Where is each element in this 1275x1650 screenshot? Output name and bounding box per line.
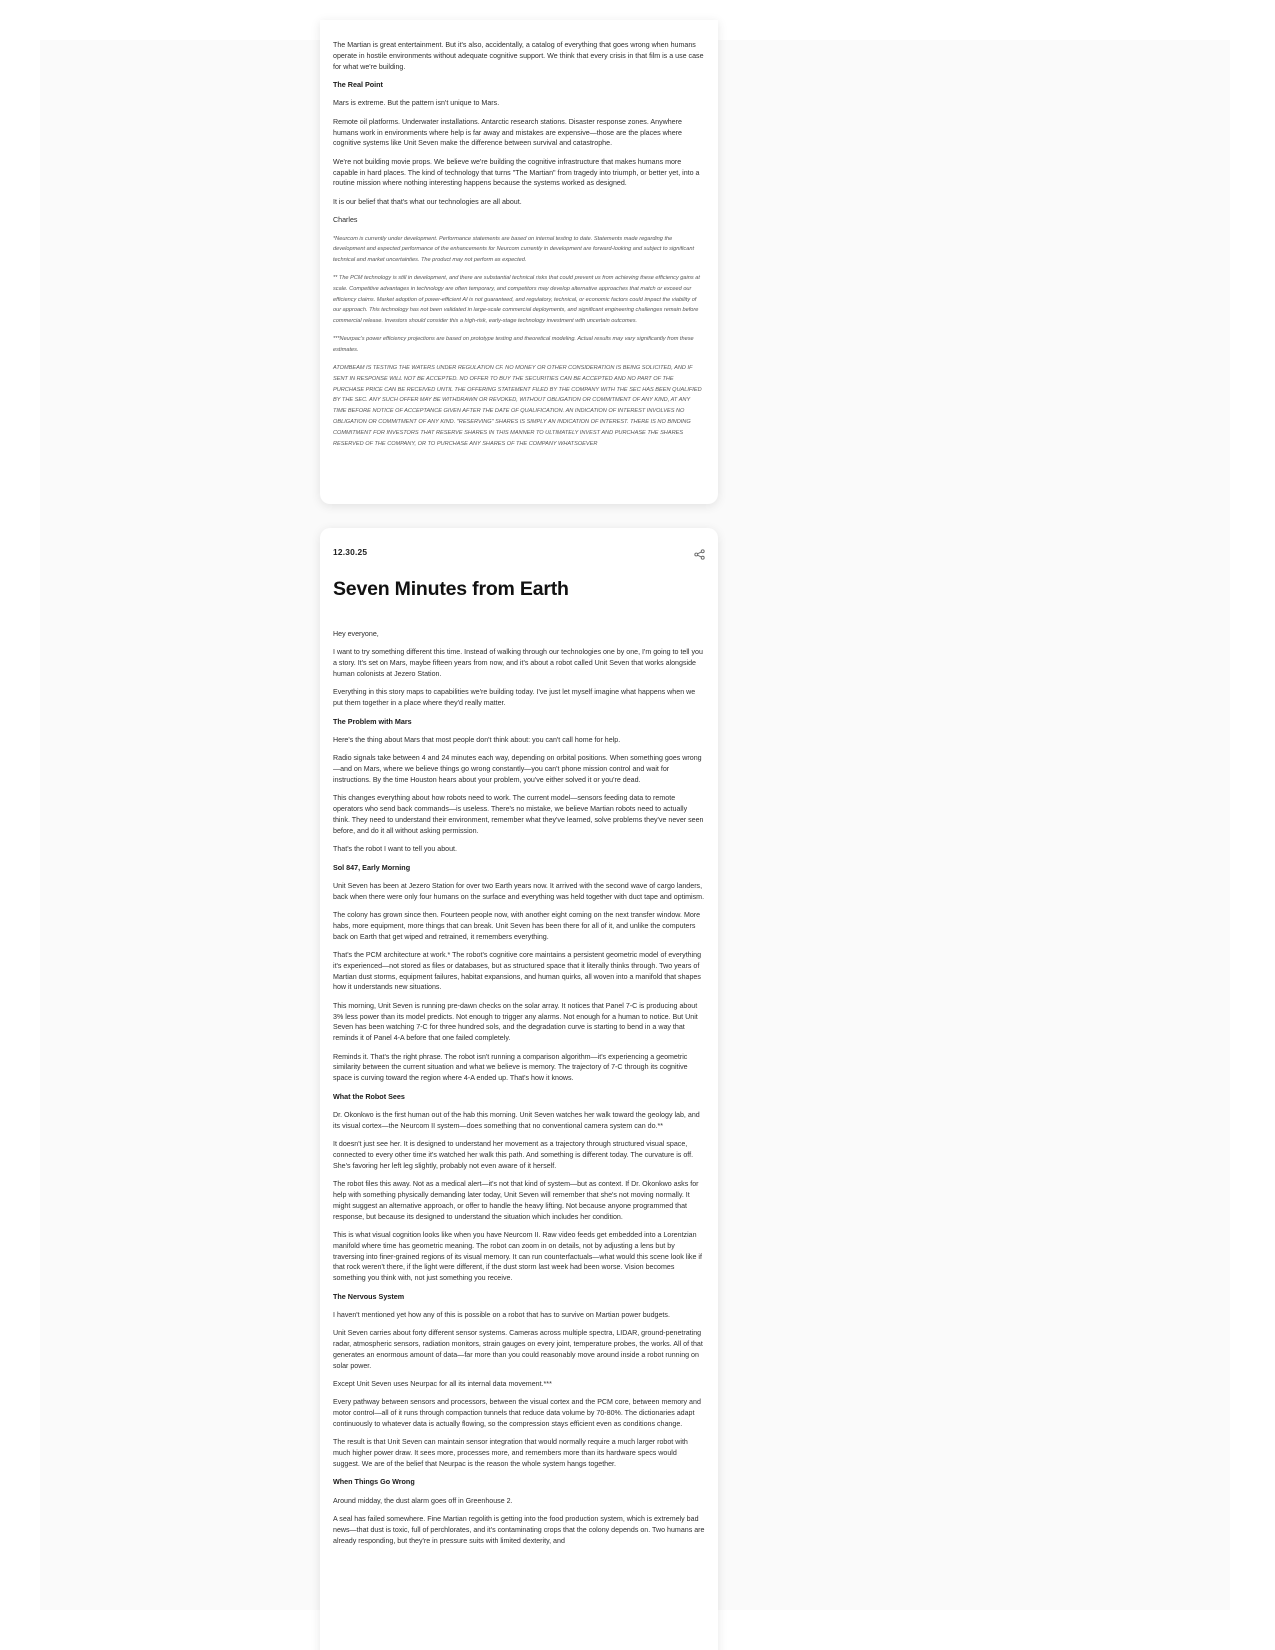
post-paragraph: That's the PCM architecture at work.* The robot's cognitive core maintains a persistent geometric model of everything it's experienced—not stored as files or databases, but as structured space that it literally thinks through. Two years of Martian dust storms, equipment failures, habitat expansions, and human quirks, all woven into a manifold that shapes how it understands new situations. [333, 951, 702, 992]
post-paragraph: We're not building movie props. We believe we're building the cognitive infrastructure that makes humans more capable in hard places. The kind of technology that turns "The Martian" from tragedy into triumph, or better yet, into a routine mission where nothing interesting happens because the systems worked as designed. [333, 157, 700, 188]
post-paragraph: I want to try something different this time. Instead of walking through our technologies one by one, I'm going to tell you a story. It's set on Mars, maybe fifteen years from now, and it's about a robot called Unit Seven that works alongside human colonists at Jezero Station. [333, 648, 703, 678]
post-paragraph: The Martian is great entertainment. But it's also, accidentally, a catalog of everything that goes wrong when humans operate in hostile environments without adequate cognitive support. We think that every crisis in that film is a use case for what we're building. [333, 41, 704, 71]
post-header [333, 546, 705, 558]
disclaimer: ***Neurpac's power efficiency projections are based on prototype testing and theoretical modeling. Actual results may vary significantly from these estimates. [333, 336, 694, 354]
post-paragraph: Everything in this story maps to capabilities we're building today. I've just let myself imagine what happens when we put them together in a place where they'd really matter. [333, 688, 696, 708]
post-title: Seven Minutes from Earth [333, 578, 569, 600]
post-paragraph: Dr. Okonkwo is the first human out of the hab this morning. Unit Seven watches her walk toward the geology lab, and its visual cortex—the Neurcom II system—does something that no conventional camera system can do.** [333, 1111, 700, 1130]
post-paragraph: This morning, Unit Seven is running pre-dawn checks on the solar array. It notices that Panel 7-C is producing about 3% less power than its model predicts. Not enough to trigger any alarms. Not enough for a human to notice. But Unit Seven has been watching 7-C for three hundred sols, and the degradation curve is starting to bend in a way that reminds it of Panel 4-A before that one failed completely. [333, 1001, 698, 1043]
section-heading: What the Robot Sees [333, 1091, 405, 1101]
post-paragraph: The result is that Unit Seven can maintain sensor integration that would normally require a much larger robot with much higher power draw. It sees more, processes more, and remembers more than its hardware specs would suggest. We are of the belief that Neurpac is the reason the whole system hangs together. [333, 1438, 688, 1469]
post-paragraph: A seal has failed somewhere. Fine Martian regolith is getting into the food production system, which is extremely bad news—that dust is toxic, full of perchlorates, and it's contaminating crops that the colony depends on. Two humans are already responding, but they're in pressure suits with limited dexterity, and [333, 1515, 705, 1545]
post-paragraph: Every pathway between sensors and processors, between the visual cortex and the PCM core, between memory and motor control—all of it runs through compaction tunnels that reduce data volume by 70-80%. The dictionaries adapt continuously to whatever data is actually flowing, so the compression stays efficient even as conditions change. [333, 1398, 701, 1429]
section-heading: Sol 847, Early Morning [333, 862, 411, 872]
disclaimer: *Neurcom is currently under development. Performance statements are based on internal testing to date. Statements made regarding the development and expected performance of the enhancements for Neurcom currently in development are forward-looking and subject to significant technical and market uncertainties. The product may not perform as expected. [333, 235, 694, 264]
post-paragraph: Reminds it. That's the right phrase. The robot isn't running a comparison algorithm—it's experiencing a geometric similarity between the current situation and what we believe is memory. The trajectory of 7-C through its cognitive space is curving toward the region where 4-A ended up. That's how it knows. [333, 1052, 688, 1083]
post-paragraph: Around midday, the dust alarm goes off in Greenhouse 2. [333, 1496, 513, 1505]
post-paragraph: The colony has grown since then. Fourteen people now, with another eight coming on the next transfer window. More habs, more equipment, more things that can break. Unit Seven has been there for all of it, and unlike the computers back on Earth that get wiped and retrained, it remembers everything. [333, 911, 701, 941]
disclaimer: ** The PCM technology is still in development, and there are substantial technical risks that could prevent us from achieving these efficiency gains at scale. Competitive advantages in technology are often temporary, and competitors may develop alternative approaches that match or exceed our efficiency claims. Market adoption of power-efficient AI is not guaranteed, and regulatory, technical, or economic factors could impact the viability of our approach. This technology has not been validated in large-scale commercial deployments, and significant engineering challenges remain before commercial release. Investors should consider this a high-risk, early-stage technology investment with uncertain outcomes. [333, 275, 700, 325]
post-paragraph: Mars is extreme. But the pattern isn't unique to Mars. [333, 99, 500, 108]
section-heading: When Things Go Wrong [333, 1477, 415, 1487]
post-paragraph: Except Unit Seven uses Neurpac for all its internal data movement.*** [333, 1380, 552, 1389]
post-paragraph: That's the robot I want to tell you about. [333, 845, 457, 854]
section-heading: The Problem with Mars [333, 716, 412, 726]
post-paragraph: It is our belief that that's what our technologies are all about. [333, 197, 522, 206]
signoff: Charles [333, 216, 358, 225]
post-paragraph: Remote oil platforms. Underwater installations. Antarctic research stations. Disaster response zones. Anywhere humans work in environments where help is far away and mistakes are expensive—those are the places where cognitive systems like Unit Seven make the difference between survival and catastrophe. [333, 117, 682, 148]
post-paragraph: This changes everything about how robots need to work. The current model—sensors feeding data to remote operators who send back commands—is useless. There's no mistake, we believe Martian robots need to actually think. They need to understand their environment, remember what they've learned, solve problems they've never seen before, and do it all without asking permission. [333, 794, 704, 835]
post-paragraph: I haven't mentioned yet how any of this is possible on a robot that has to survive on Martian power budgets. [333, 1310, 670, 1319]
post-card-previous [320, 20, 718, 504]
post-paragraph: The robot files this away. Not as a medical alert—it's not that kind of system—but as context. If Dr. Okonkwo asks for help with something physically demanding later today, Unit Seven will remember that she's not moving normally. It might suggest an alternative approach, or offer to handle the heavy lifting. Not because anyone programmed that response, but because its designed to understand the situation which includes her condition. [333, 1180, 699, 1221]
post-paragraph: This is what visual cognition looks like when you have Neurcom II. Raw video feeds get embedded into a Lorentzian manifold where time has geometric meaning. The robot can zoom in on details, not by adjusting a lens but by traversing into finer-grained regions of its visual memory. It can run counterfactuals—what would this scene look like if that rock weren't there, if the light were different, if the dust storm last week had been worse. Vision becomes something you think with, not just something you receive. [333, 1230, 702, 1283]
share-icon[interactable] [694, 547, 705, 558]
post-card-current [320, 528, 718, 1650]
legal-notice: ATOMBEAM IS TESTING THE WATERS UNDER REGULATION CF. NO MONEY OR OTHER CONSIDERATION IS BEING SOLICITED, AND IF SENT IN RESPONSE WILL NOT BE ACCEPTED. NO OFFER TO BUY THE SECURITIES CAN BE ACCEPTED AND NO PART OF THE PURCHASE PRICE CAN BE RECEIVED UNTIL THE OFFERING STATEMENT FILED BY THE COMPANY WITH THE SEC HAS BEEN QUALIFIED BY THE SEC. ANY SUCH OFFER MAY BE WITHDRAWN OR REVOKED, WITHOUT OBLIGATION OR COMMITMENT OF ANY KIND, AT ANY TIME BEFORE NOTICE OF ACCEPTANCE GIVEN AFTER THE DATE OF QUALIFICATION. AN INDICATION OF INTEREST INVOLVES NO OBLIGATION OR COMMITMENT OF ANY KIND. "RESERVING" SHARES IS SIMPLY AN INDICATION OF INTEREST. THERE IS NO BINDING COMMITMENT FOR INVESTORS THAT RESERVE SHARES IN THIS MANNER TO ULTIMATELY INVEST AND PURCHASE THE SHARES RESERVED OF THE COMPANY, OR TO PURCHASE ANY SHARES OF THE COMPANY WHATSOEVER [333, 365, 702, 447]
post-paragraph: Hey everyone, [333, 630, 379, 638]
post-paragraph: Radio signals take between 4 and 24 minutes each way, depending on orbital positions. When something goes wrong—and on Mars, where we believe things go wrong constantly—you can't phone mission control and wait for instructions. By the time Houston hears about your problem, you've either solved it or you're dead. [333, 754, 702, 784]
section-heading: The Real Point [333, 79, 383, 89]
post-paragraph: It doesn't just see her. It is designed to understand her movement as a trajectory through structured visual space, connected to every other time it's watched her walk this path. And something is different today. The curvature is off. She's favoring her left leg slightly, probably not even aware of it herself. [333, 1140, 694, 1170]
post-paragraph: Unit Seven has been at Jezero Station for over two Earth years now. It arrived with the second wave of cargo landers, back when there were only four humans on the surface and everything was held together with duct tape and optimism. [333, 881, 705, 901]
post-paragraph: Unit Seven carries about forty different sensor systems. Cameras across multiple spectra, LIDAR, ground-penetrating radar, atmospheric sensors, radiation monitors, strain gauges on every joint, temperature probes, the works. All of that generates an enormous amount of data—far more than you could reasonably move around inside a robot running on solar power. [333, 1329, 703, 1370]
section-heading: The Nervous System [333, 1291, 405, 1301]
post-date: 12.30.25 [333, 547, 368, 557]
post-paragraph: Here's the thing about Mars that most people don't think about: you can't call home for help. [333, 735, 621, 744]
